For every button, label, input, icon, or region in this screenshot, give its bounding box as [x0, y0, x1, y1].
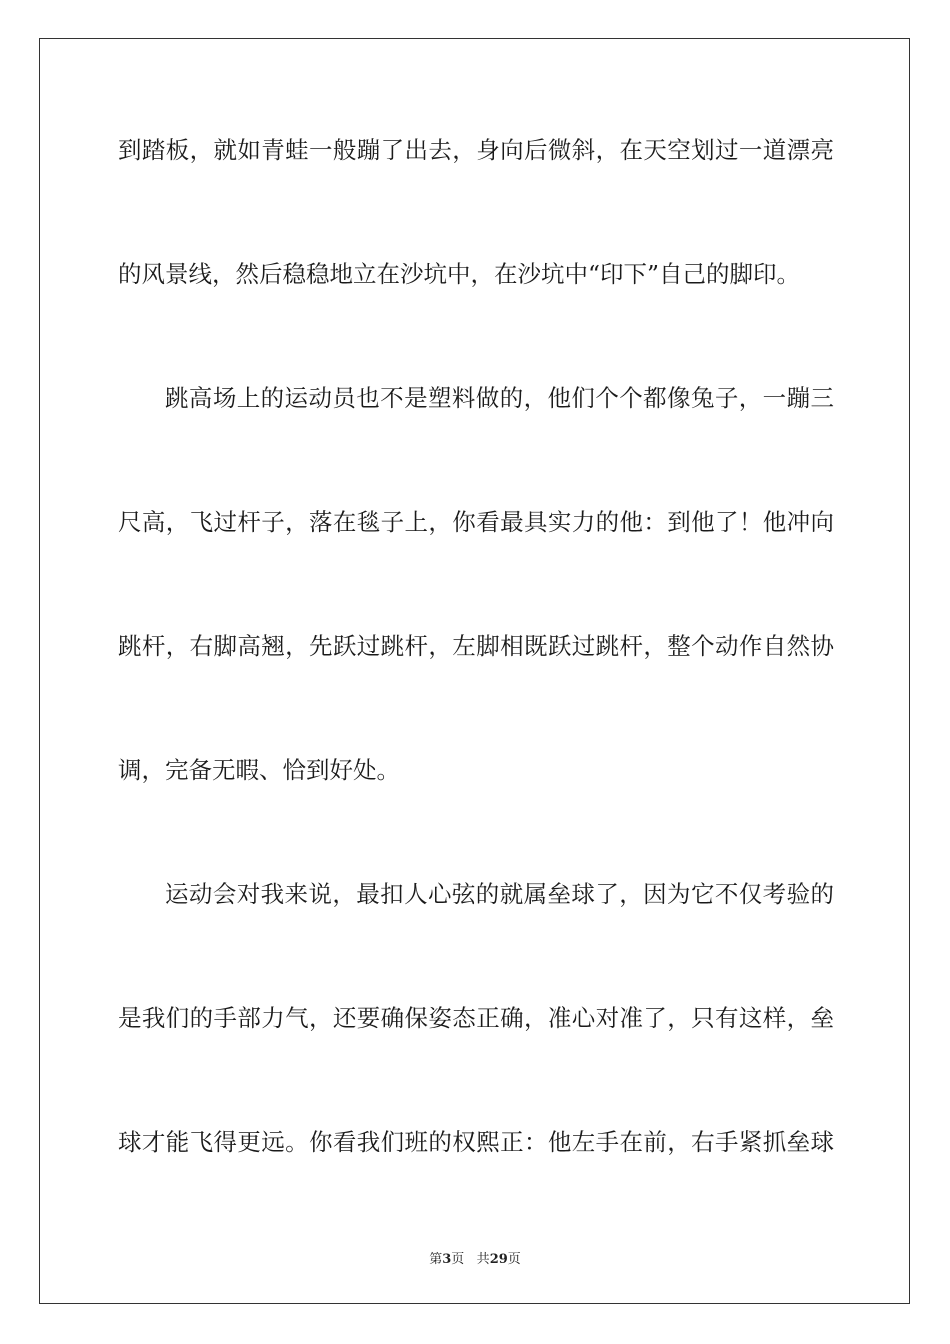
page-border [39, 38, 910, 1304]
body-text-line: 跳杆，右脚高翘，先跃过跳杆，左脚相既跃过跳杆，整个动作自然协 [118, 632, 834, 660]
body-text-line: 到踏板，就如青蛙一般蹦了出去，身向后微斜，在天空划过一道漂亮 [118, 136, 834, 164]
body-text-line: 球才能飞得更远。你看我们班的权熙正：他左手在前，右手紧抓垒球 [118, 1128, 834, 1156]
body-text-line: 调，完备无暇、恰到好处。 [118, 756, 400, 784]
body-text-line: 的风景线，然后稳稳地立在沙坑中，在沙坑中“印下”自己的脚印。 [118, 260, 801, 288]
total-pages: 29 [489, 1252, 508, 1267]
total-label-prefix: 共 [476, 1252, 490, 1267]
body-text-line: 尺高，飞过杆子，落在毯子上，你看最具实力的他：到他了！他冲向 [118, 508, 834, 536]
body-text-line: 跳高场上的运动员也不是塑料做的，他们个个都像兔子，一蹦三 [165, 384, 834, 412]
page-number: 3 [442, 1252, 452, 1267]
page-label-suffix: 页 [451, 1252, 465, 1267]
body-text-line: 是我们的手部力气，还要确保姿态正确，准心对准了，只有这样，垒 [118, 1004, 834, 1032]
page-label-prefix: 第 [429, 1252, 443, 1267]
body-text-line: 运动会对我来说，最扣人心弦的就属垒球了，因为它不仅考验的 [165, 880, 834, 908]
total-label-suffix: 页 [507, 1252, 521, 1267]
page-footer [0, 1248, 950, 1267]
